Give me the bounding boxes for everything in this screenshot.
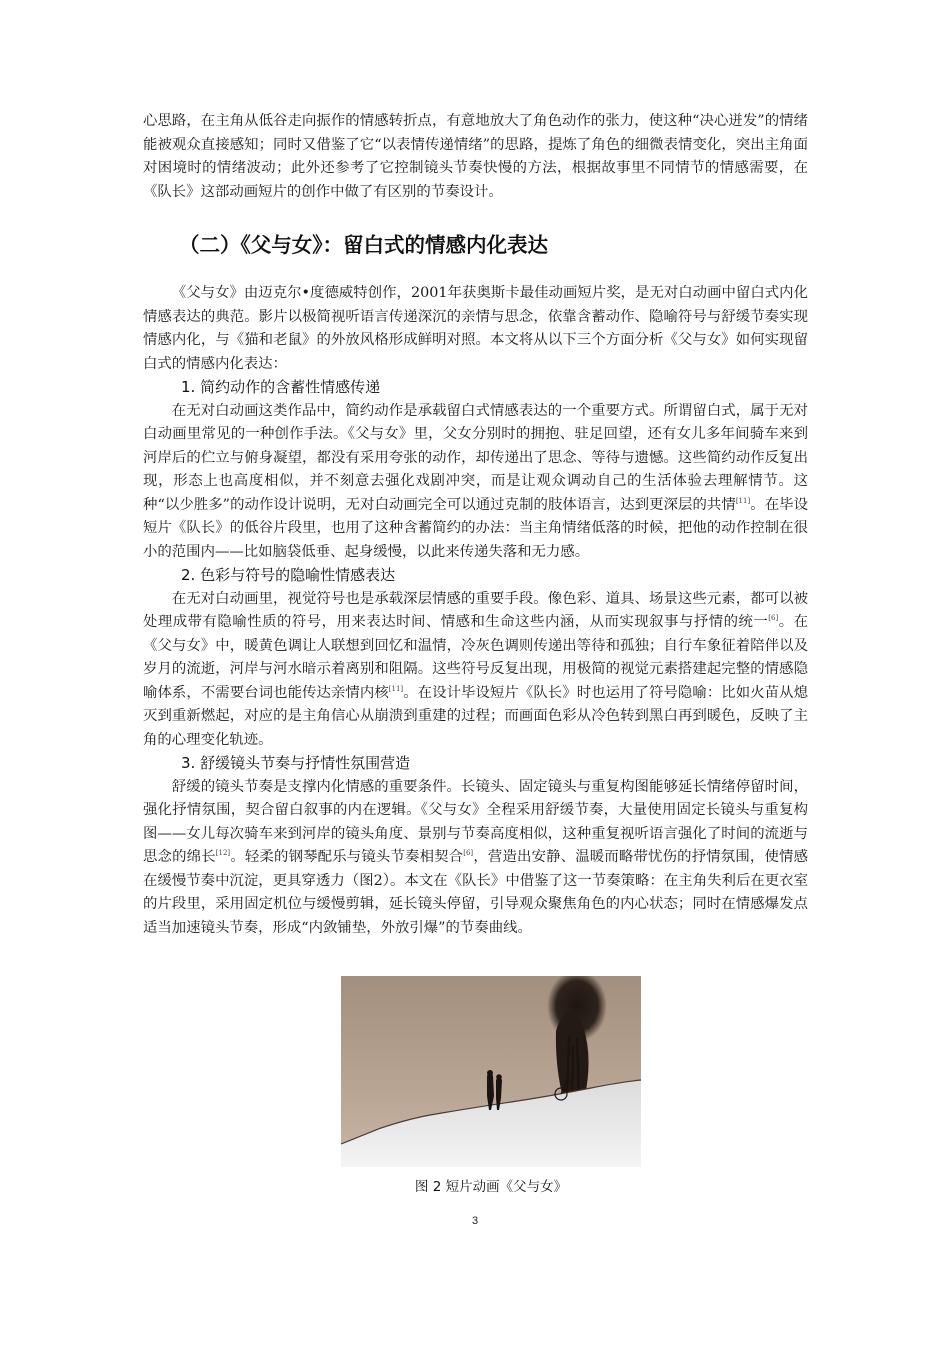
subsection-paragraph-2 — [143, 588, 808, 753]
page-number: 3 — [471, 1215, 479, 1227]
citation: [11] — [735, 496, 751, 505]
figure-caption: 图 2 短片动画《父与女》 — [414, 1179, 568, 1195]
section-title: （二）《父与女》：留白式的情感内化表达 — [179, 233, 548, 257]
section-lead-paragraph: 《父与女》由迈克尔•度德威特创作，2001年获奥斯卡最佳动画短片奖，是无对白动画中留白式内化情感表达的典范。影片以极简视听语言传递深沉的亲情与思念，依靠含蓄动作、隐喻符号与舒缓节奏实现情感内化，与《猫和老鼠》的外放风格形成鲜明对照。本文将从以下三个方面分析《父与女》如何实现留白式的情感内化表达： — [143, 285, 808, 372]
paragraph-text: 。在《父与女》中，暖黄色调让人联想到回忆和温情，冷灰色调则传递出等待和孤独；自行车象征着陪伴以及岁月的流逝，河岸与河水暗示着离别和阻隔。这些符号反复出现，用极简的视觉元素搭建起完整的情感隐喻体系，不需要台词也能传达亲情内核 — [143, 614, 808, 701]
subsection-paragraph-3 — [143, 776, 808, 941]
paragraph-text: 。轻柔的钢琴配乐与镜头节奏相契合 — [230, 849, 464, 865]
citation: [6] — [768, 614, 779, 623]
paragraph-text: ，营造出安静、温暖而略带忧伤的抒情氛围，使情感在缓慢节奏中沉淀，更具穿透力（图2）。本文在《队长》中借鉴了这一节奏策略：在主角失利后在更衣室的片段里，采用固定机位与缓慢剪辑，延长镜头停留，引导观众聚焦角色的内心状态；同时在情感爆发点适当加速镜头节奏，形成“内敛铺垫，外放引爆”的节奏曲线。 — [143, 849, 808, 936]
citation: [11] — [388, 684, 404, 693]
paragraph-text: 在无对白动画这类作品中，简约动作是承载留白式情感表达的一个重要方式。所谓留白式，属于无对白动画里常见的一种创作手法。《父与女》里，父女分别时的拥抱、驻足回望，还有女儿多年间骑车来到河岸后的伫立与俯身凝望，都没有采用夸张的动作，却传递出了思念、等待与遗憾。这些简约动作反复出现，形态上也高度相似，并不刻意去强化戏剧冲突，而是让观众调动自己的生活体验去理解情节。这种“以少胜多”的动作设计说明，无对白动画完全可以通过克制的肢体语言，达到更深层的共情 — [143, 402, 808, 513]
subsection-heading-3: 3. 舒缓镜头节奏与抒情性氛围营造 — [181, 754, 411, 772]
film-still-image — [341, 976, 641, 1167]
subsection-heading-1: 1. 简约动作的含蓄性情感传递 — [181, 378, 381, 396]
subsection-heading-2: 2. 色彩与符号的隐喻性情感表达 — [181, 566, 396, 584]
paragraph-text: 。在毕设短片《队长》的低谷片段里，也用了这种含蓄简约的办法：当主角情绪低落的时候，把他的动作控制在很小的范围内——比如脑袋低垂、起身缓慢，以此来传递失落和无力感。 — [143, 496, 808, 560]
citation: [12] — [215, 849, 231, 858]
paragraph-text: 。在设计毕设短片《队长》时也运用了符号隐喻：比如火苗从熄灭到重新燃起，对应的是主角信心从崩溃到重建的过程；而画面色彩从冷色转到黑白再到暖色，反映了主角的心理变化轨迹。 — [143, 684, 808, 748]
citation: [6] — [463, 849, 474, 858]
figure-2 — [341, 976, 641, 1195]
subsection-paragraph-1 — [143, 400, 808, 565]
intro-paragraph: 心思路，在主角从低谷走向振作的情感转折点，有意地放大了角色动作的张力，使这种“决心迸发”的情绪能被观众直接感知；同时又借鉴了它“以表情传递情绪”的思路，提炼了角色的细微表情变化，突出主角面对困境时的情绪波动；此外还参考了它控制镜头节奏快慢的方法，根据故事里不同情节的情感需要，在《队长》这部动画短片的创作中做了有区别的节奏设计。 — [143, 113, 808, 200]
paragraph-text: 在无对白动画里，视觉符号也是承载深层情感的重要手段。像色彩、道具、场景这些元素，都可以被处理成带有隐喻性质的符号，用来表达时间、情感和生命这些内涵，从而实现叙事与抒情的统一 — [143, 590, 808, 630]
document-body — [143, 110, 808, 940]
paragraph-text: 舒缓的镜头节奏是支撑内化情感的重要条件。长镜头、固定镜头与重复构图能够延长情绪停留时间，强化抒情氛围，契合留白叙事的内在逻辑。《父与女》全程采用舒缓节奏，大量使用固定长镜头与重复构图——女儿每次骑车来到河岸的镜头角度、景别与节奏高度相似，这种重复视听语言强化了时间的流逝与思念的绵长 — [143, 778, 808, 865]
